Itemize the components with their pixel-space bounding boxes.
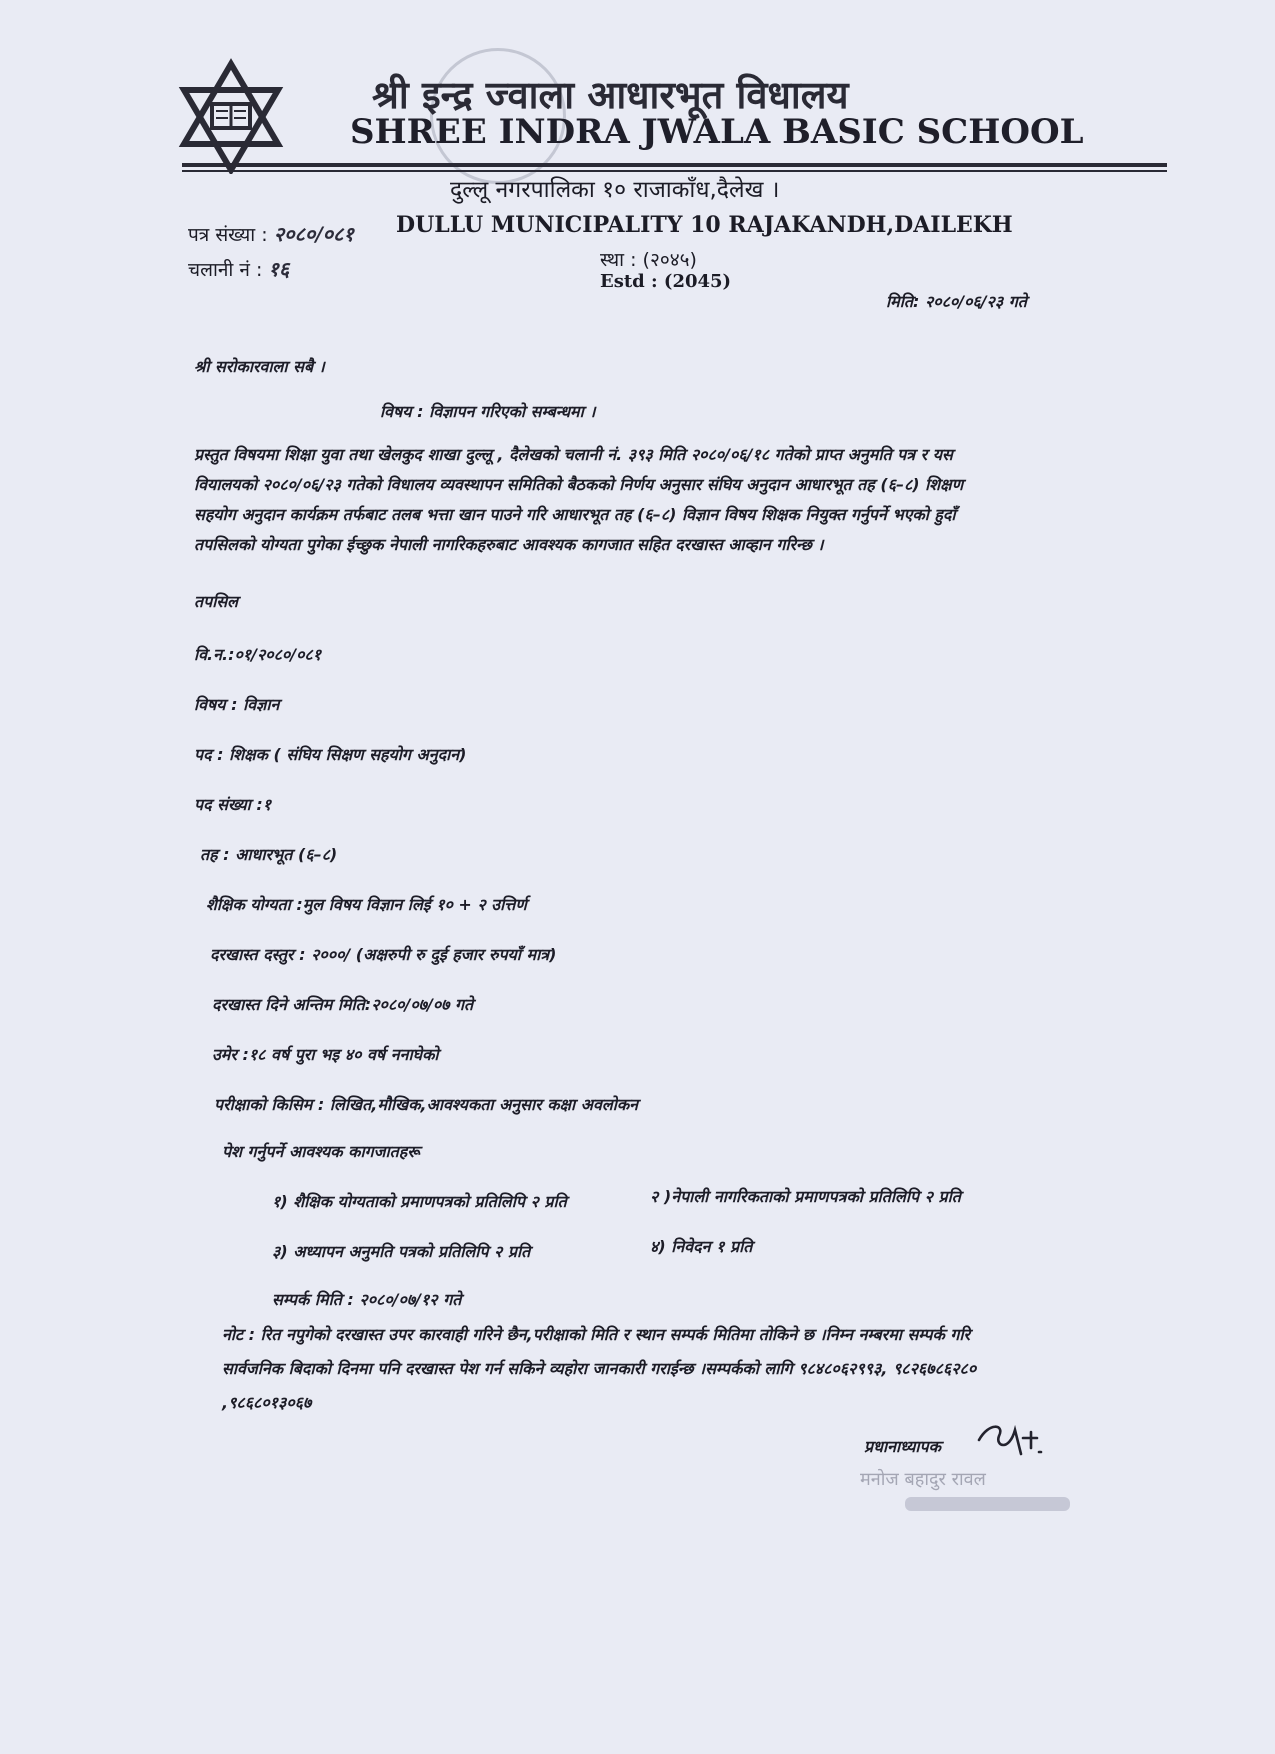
stamp-smudge <box>905 1497 1070 1511</box>
detail-item: दरखास्त दिने अन्तिम मिति:२०८०/०७/०७ गते <box>212 995 474 1014</box>
salutation: श्री सरोकारवाला सबै । <box>194 357 325 376</box>
chalani-label: चलानी नं : <box>188 259 263 281</box>
detail-item: पद संख्या :१ <box>194 795 272 814</box>
patra-label: पत्र संख्या : <box>188 224 268 246</box>
document-item: ३) अध्यापन अनुमति पत्रको प्रतिलिपि २ प्रति <box>272 1242 531 1261</box>
document-item: २ )नेपाली नागरिकताको प्रमाणपत्रको प्रतिलिपि २ प्रति <box>650 1187 961 1206</box>
established-nepali: स्था : (२०४५) <box>600 249 697 271</box>
subject-line: विषय : विज्ञापन गरिएको सम्बन्धमा । <box>380 402 596 421</box>
note-paragraph <box>222 1318 1167 1420</box>
detail-item: शैक्षिक योग्यता :मुल विषय विज्ञान लिई १० + २ उत्तिर्ण <box>206 895 527 914</box>
paragraph-line: प्रस्तुत विषयमा शिक्षा युवा तथा खेलकुद शाखा दुल्लू , दैलेखको चलानी नं. ३९३ मिति २०८०/०६/१८ गतेको प्राप्त अनुमति पत्र र यस <box>194 445 953 464</box>
handwritten-signature-icon <box>975 1418 1045 1460</box>
note-line: ,९८६८०१३०६७ <box>222 1393 312 1412</box>
school-name-english: SHREE INDRA JWALA BASIC SCHOOL <box>350 112 1084 152</box>
letter-date: मिति: २०८०/०६/२३ गते <box>886 292 1027 311</box>
note-line: नोट : रित नपुगेको दरखास्त उपर कारवाही गरिने छैन,परीक्षाको मिति र स्थान सम्पर्क मितिमा तोकिने छ ।निम्न नम्बरमा सम्पर्क गरि <box>222 1325 971 1344</box>
note-line: सार्वजनिक बिदाको दिनमा पनि दरखास्त पेश गर्न सकिने व्यहोरा जानकारी गराईन्छ ।सम्पर्कको लागि ९८४८०६२९९३, ९८२६७८६२८० <box>222 1359 977 1378</box>
detail-item: पेश गर्नुपर्ने आवश्यक कागजातहरू <box>222 1142 420 1161</box>
contact-date: सम्पर्क मिति : २०८०/०७/१२ गते <box>272 1290 462 1309</box>
patra-value: २०८०/०८१ <box>273 222 354 246</box>
body-paragraph <box>194 440 1144 560</box>
document-item: १) शैक्षिक योग्यताको प्रमाणपत्रको प्रतिलिपि २ प्रति <box>272 1192 567 1211</box>
address-english: DULLU MUNICIPALITY 10 RAJAKANDH,DAILEKH <box>396 212 1013 238</box>
detail-item: विषय : विज्ञान <box>194 695 280 714</box>
detail-item: उमेर :१८ वर्ष पुरा भइ ४० वर्ष ननाघेको <box>212 1045 439 1064</box>
detail-item: पद : शिक्षक ( संघिय सिक्षण सहयोग अनुदान) <box>194 745 467 764</box>
detail-item: परीक्षाको किसिम : लिखित,मौखिक,आवश्यकता अनुसार कक्षा अवलोकन <box>214 1095 639 1114</box>
school-name-nepali: श्री इन्द्र ज्वाला आधारभूत विधालय <box>372 73 849 117</box>
detail-item: तह : आधारभूत (६–८) <box>200 845 338 864</box>
detail-item: दरखास्त दस्तुर : २०००/ (अक्षरुपी रु दुई हजार रुपयाँ मात्र) <box>210 945 557 964</box>
chalani-value: १६ <box>268 257 290 281</box>
chalani-number <box>188 255 289 282</box>
paragraph-line: तपसिलको योग्यता पुगेका ईच्छुक नेपाली नागरिकहरुबाट आवश्यक कागजात सहित दरखास्त आव्हान गरिन्छ । <box>194 535 824 554</box>
paragraph-line: सहयोग अनुदान कार्यक्रम तर्फबाट तलब भत्ता खान पाउने गरि आधारभूत तह (६–८) विज्ञान विषय शिक्षक नियुक्त गर्नुपर्ने भएको हुदाँ <box>194 505 956 524</box>
document-item: ४) निवेदन १ प्रति <box>650 1237 753 1256</box>
address-nepali: दुल्लू नगरपालिका १० राजाकाँध,दैलेख । <box>450 177 780 203</box>
paragraph-line: वियालयको २०८०/०६/२३ गतेको विधालय व्यवस्थापन समितिको बैठकको निर्णय अनुसार संघिय अनुदान आधारभूत तह (६–८) शिक्षण <box>194 475 964 494</box>
detail-item: वि.न.:०१/२०८०/०८१ <box>194 645 322 664</box>
established-english: Estd : (2045) <box>600 271 732 292</box>
header-rule <box>182 163 1167 167</box>
principal-stamp: मनोज बहादुर रावल <box>860 1469 986 1490</box>
signature-label: प्रधानाध्यापक <box>864 1437 941 1456</box>
patra-sankhya <box>188 220 354 247</box>
tapasil-heading: तपसिल <box>194 592 239 611</box>
school-logo-icon <box>178 56 284 174</box>
